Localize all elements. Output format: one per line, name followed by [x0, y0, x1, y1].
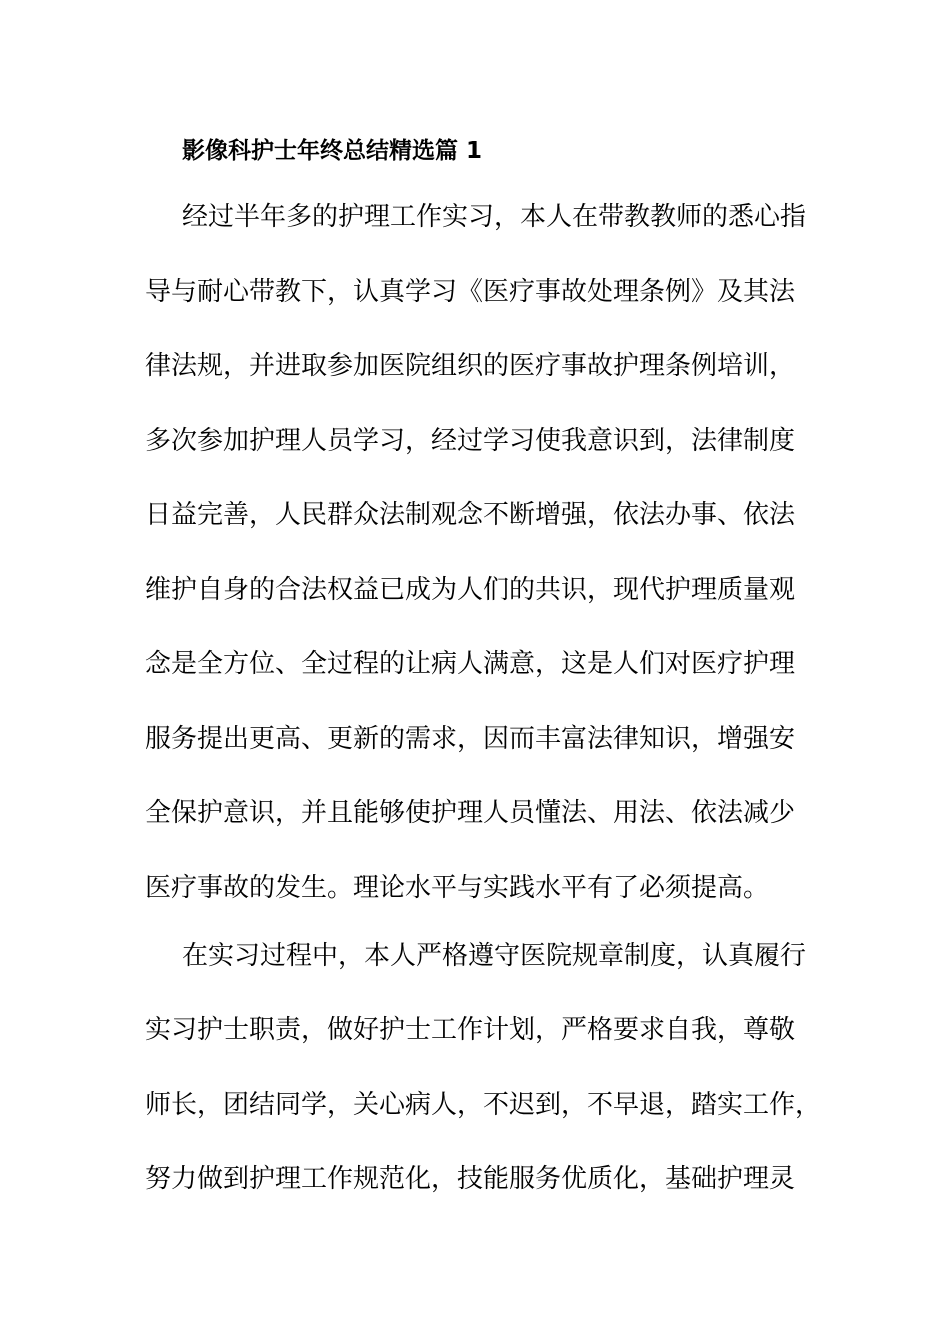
document-title: 影像科护士年终总结精选篇 1: [182, 138, 483, 164]
text-line: 实习护士职责，做好护士工作计划，严格要求自我，尊敬: [145, 1015, 796, 1045]
text-line: 经过半年多的护理工作实习，本人在带教教师的悉心指: [182, 202, 807, 232]
text-line: 维护自身的合法权益已成为人们的共识，现代护理质量观: [145, 575, 796, 605]
text-line: 念是全方位、全过程的让病人满意，这是人们对医疗护理: [145, 649, 796, 679]
text-line: 日益完善，人民群众法制观念不断增强，依法办事、依法: [145, 500, 796, 530]
text-line: 医疗事故的发生。理论水平与实践水平有了必须提高。: [145, 873, 770, 903]
text-line: 导与耐心带教下，认真学习《医疗事故处理条例》及其法: [145, 277, 796, 307]
text-line: 师长，团结同学，关心病人，不迟到，不早退，踏实工作，: [145, 1090, 822, 1120]
text-line: 全保护意识，并且能够使护理人员懂法、用法、依法减少: [145, 798, 796, 828]
text-line: 在实习过程中，本人严格遵守医院规章制度，认真履行: [182, 941, 807, 971]
text-line: 服务提出更高、更新的需求，因而丰富法律知识，增强安: [145, 724, 796, 754]
text-line: 努力做到护理工作规范化，技能服务优质化，基础护理灵: [145, 1164, 796, 1194]
text-line: 律法规，并进取参加医院组织的医疗事故护理条例培训，: [145, 351, 796, 381]
text-line: 多次参加护理人员学习，经过学习使我意识到，法律制度: [145, 426, 796, 456]
